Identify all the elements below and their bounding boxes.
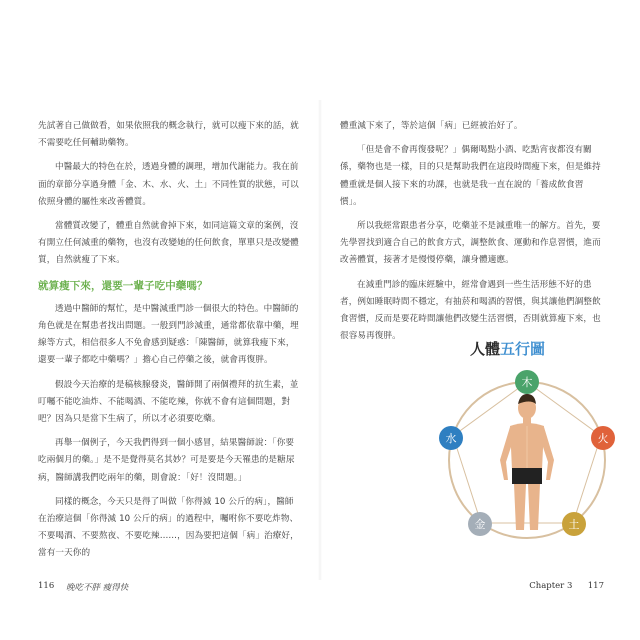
- paragraph: 先試著自己做做看，如果依照我的概念執行，就可以瘦下來的話，就不需要吃任何輔助藥物。: [38, 121, 299, 149]
- element-metal: [468, 512, 492, 536]
- paragraph: 透過中醫師的幫忙，是中醫減重門診一個很大的特色。中醫師的角色就是在幫患者找出問題。一般到門診減重，通常都依靠中藥，埋線等方式，相信很多人不免會感到疑惑：「陳醫師，就算我瘦下來，還要一輩子都吃中藥嗎？」擔心自己停藥之後，就會再復胖。: [38, 303, 299, 366]
- chapter-label: Chapter 3: [529, 581, 573, 591]
- paragraph: 中醫最大的特色在於，透過身體的調理，增加代謝能力。我在前面的章節分享過身體「金、木、水、火、土」不同性質的狀態，可以依照身體的屬性來改善體質。: [38, 162, 299, 207]
- running-title: 晚吃不胖 瘦得快: [66, 583, 129, 593]
- five-elements-figure: [430, 330, 640, 560]
- element-water-label: 水: [445, 432, 457, 445]
- figure-title: [470, 338, 545, 359]
- human-figure: [500, 394, 554, 530]
- section-heading: 就算瘦下來，還要一輩子吃中藥嗎？: [38, 279, 208, 292]
- paragraph: 再舉一個例子，今天我們得到一個小感冒，結果醫師說：「你要吃兩個月的藥。」是不是覺得莫名其妙？可是要是今天罹患的是糖尿病，醫師講我們吃兩年的藥，則會說：「好！沒問題。」: [38, 438, 295, 483]
- figure-shorts: [512, 468, 542, 484]
- paragraph: 體重減下來了，等於這個「病」已經被治好了。: [340, 121, 523, 131]
- left-page: [38, 118, 300, 563]
- paragraph: 所以我經常跟患者分享，吃藥並不是減重唯一的解方。首先，要先學習找到適合自己的飲食方式，調整飲食、運動和作息習慣，進而改善體質，接著才是慢慢停藥，讓身體適應。: [340, 221, 601, 266]
- paragraph: 在減重門診的臨床經驗中，經常會遇到一些生活形態不好的患者，例如睡眠時間不穩定，有抽菸和喝酒的習慣，與其讓他們調整飲食習慣，反而是要花時間讓他們改變生活習慣，否則就算瘦下來，也很容易再復胖。: [340, 279, 601, 342]
- element-metal-label: 金: [474, 518, 486, 531]
- page-number-right: 117: [587, 581, 604, 591]
- element-water: [439, 426, 463, 450]
- element-fire: [591, 426, 615, 450]
- element-earth-label: 土: [568, 518, 580, 531]
- page-gutter: [318, 100, 322, 580]
- paragraph: 當體質改變了，體重自然就會掉下來，如同這篇文章的案例，沒有開立任何減重的藥物，也沒有改變她的任何飲食，單單只是改變體質，自然就瘦了下來。: [38, 221, 299, 266]
- figure-title-prefix: 人體: [470, 340, 501, 358]
- five-elements-diagram: [430, 330, 640, 560]
- element-wood: [515, 370, 539, 394]
- element-earth: [562, 512, 586, 536]
- paragraph: 假設今天治療的是稿核腺發炎，醫師開了兩個禮拜的抗生素，並叮囑不能吃油炸、不能喝酒、不能吃辣，你就不會有這個問題，對吧？因為只是當下生病了，所以才必須要吃藥。: [38, 379, 299, 425]
- right-page: [340, 118, 605, 345]
- paragraph: 同樣的概念，今天只是得了叫做「你得減 10 公斤的病」，醫師在治療這個「你得減 10 公斤的病」的過程中，囑咐你不要吃炸物、不要喝酒、不要熬夜、不要吃辣……，因為要把這個「病」治療好，當有一天你的: [38, 496, 299, 559]
- element-wood-label: 木: [521, 376, 533, 389]
- page-number-left: 116: [38, 581, 55, 591]
- element-fire-label: 火: [597, 432, 609, 445]
- paragraph: 「但是會不會再復發呢？」偶爾喝點小酒、吃點宵夜都沒有關係，藥物也是一樣，目的只是幫助我們在這段時間瘦下來，但是維持體重就是個人接下來的功課，也就是我一直在說的「養成飲食習慣」。: [340, 145, 601, 207]
- page-footer-right: [529, 581, 604, 591]
- figure-title-accent: 五行圖: [500, 340, 546, 358]
